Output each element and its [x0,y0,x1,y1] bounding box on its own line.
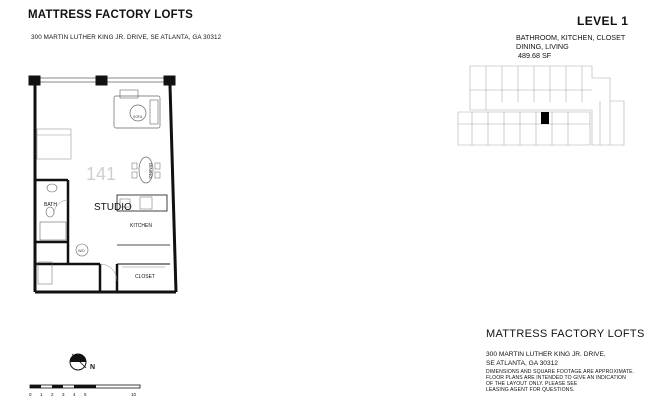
dining-label: DINING [148,163,153,179]
footer-project-title: MATTRESS FACTORY LOFTS [486,328,645,340]
bathtub-fixture [40,222,66,240]
footer-address [486,351,606,368]
disclaimer [486,369,646,393]
scale-tick: 10 [131,392,137,397]
sofa-furniture [114,96,160,128]
disclaimer-line: OF THE LAYOUT ONLY. PLEASE SEE [486,381,578,388]
footer-address-line: 300 MARTIN LUTHER KING JR. DRIVE, [486,351,606,358]
closet-label: CLOSET [135,274,156,280]
project-title: MATTRESS FACTORY LOFTS [28,9,193,21]
unit-number: 141 [86,164,117,184]
footer-address-line: SE ATLANTA, GA 30312 [486,359,558,367]
key-plan [458,66,624,145]
north-label: N [90,364,96,371]
level-label: LEVEL 1 [577,14,629,28]
toilet-fixture [46,207,54,217]
scale-bar [30,385,140,388]
scale-tick: 4 [73,392,76,397]
washer-dryer-label: W/D [78,249,85,253]
scale-tick: 5 [84,392,87,397]
disclaimer-line: DIMENSIONS AND SQUARE FOOTAGE ARE APPROXIMATE. [486,369,635,375]
scale-tick: 3 [62,392,65,397]
unit-type-label: STUDIO [94,202,132,213]
structural-column [96,76,107,85]
scale-tick: 2 [51,392,54,397]
room-list-line: BATHROOM, KITCHEN, CLOSET [516,33,626,42]
kitchen-label: KITCHEN [130,223,152,229]
scale-tick: 0 [29,392,32,397]
room-list-line: DINING, LIVING [516,41,569,51]
north-arrow [70,354,86,370]
bath-label: BATH [44,202,57,208]
disclaimer-line: LEASING AGENT FOR QUESTIONS. [486,387,575,394]
sink-fixture [47,184,57,192]
structural-column [164,76,175,85]
disclaimer-line: FLOOR PLANS ARE INTENDED TO GIVE AN INDICATION [486,375,626,382]
sofa-label: SOFA [133,115,143,119]
square-footage: 489.68 SF [518,50,552,60]
project-address: 300 MARTIN LUTHER KING JR. DRIVE, SE ATLANTA, GA 30312 [31,34,222,41]
structural-column [29,76,40,85]
key-plan-unit-highlight [541,112,549,124]
unit-floor-plan [29,76,176,292]
scale-tick: 1 [40,392,43,397]
